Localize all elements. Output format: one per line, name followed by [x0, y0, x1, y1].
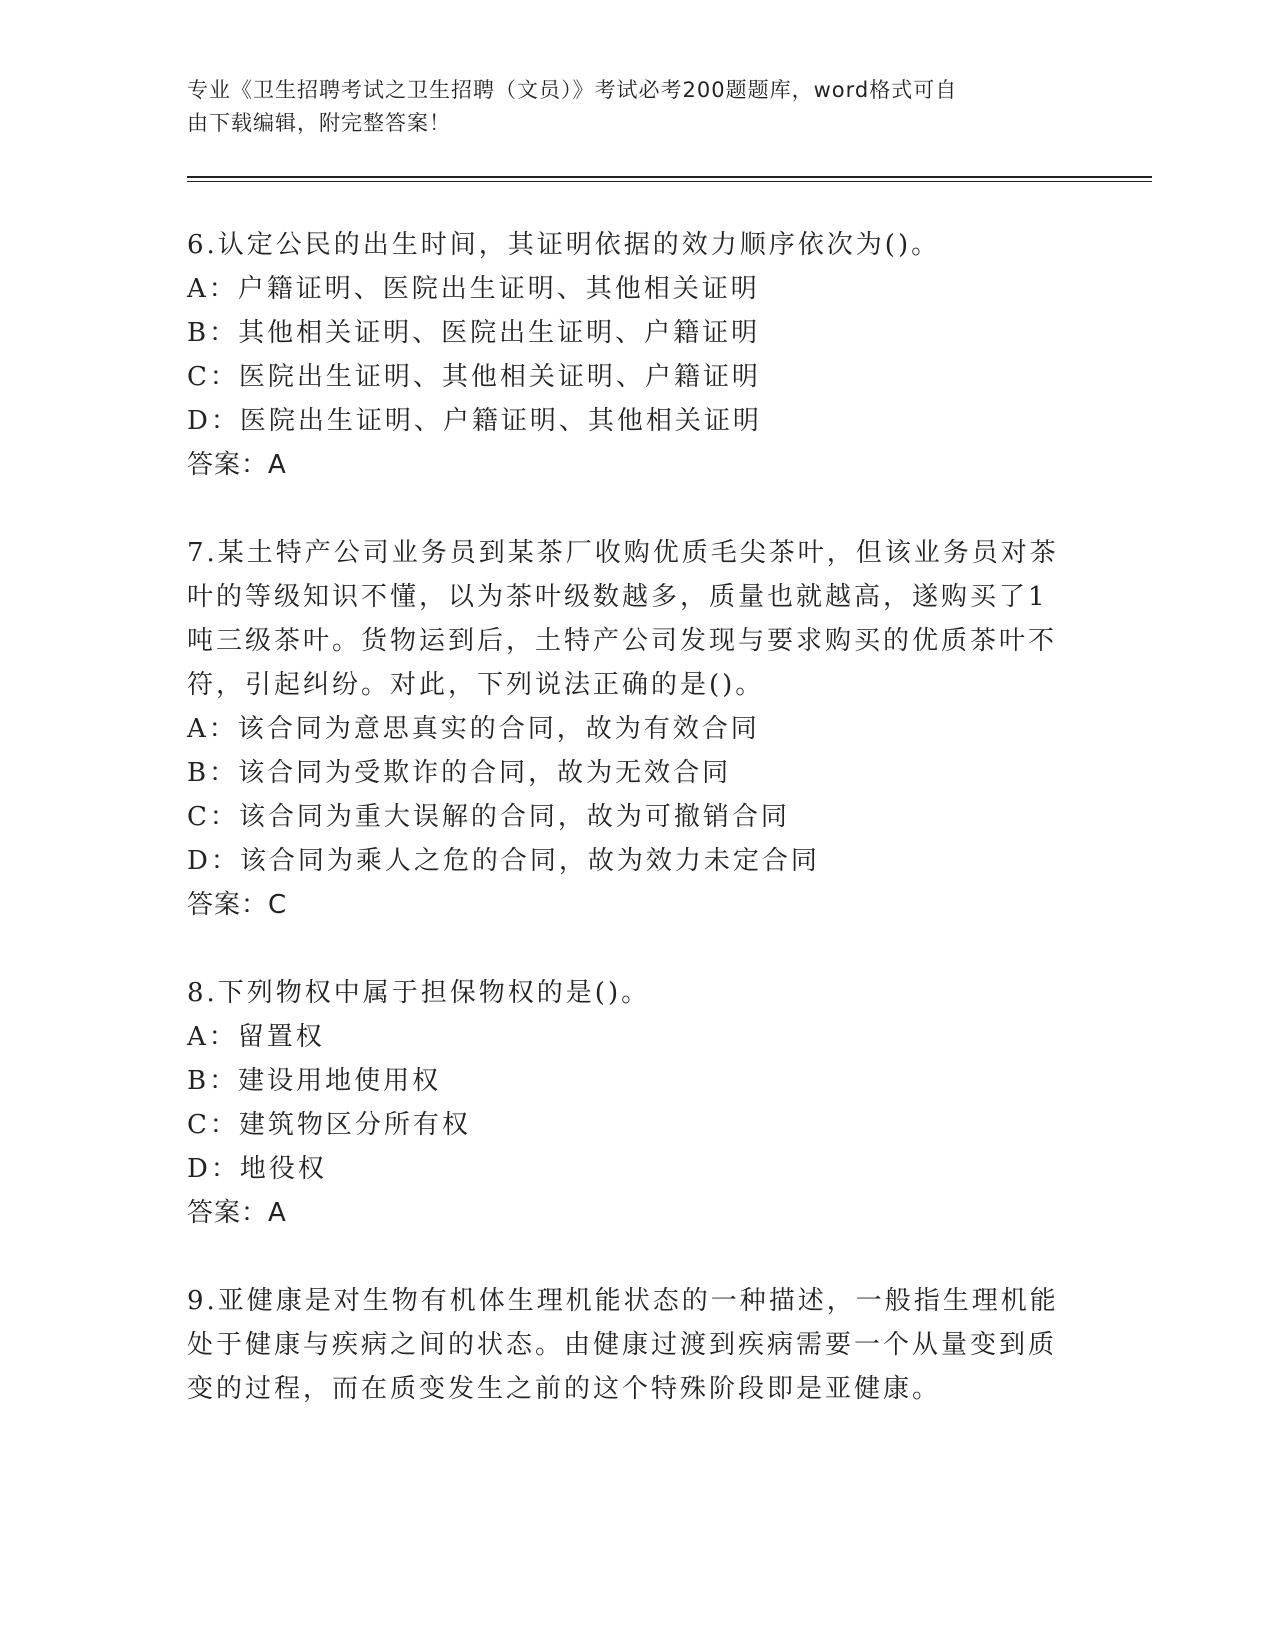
question-stem: 变的过程，而在质变发生之前的这个特殊阶段即是亚健康。: [187, 1374, 942, 1404]
header-line-2: 由下载编辑，附完整答案！: [187, 111, 451, 135]
question-stem: 吨三级茶叶。货物运到后，土特产公司发现与要求购买的优质茶叶不: [187, 626, 1058, 656]
answer: 答案：A: [187, 450, 287, 480]
question-stem: 8.下列物权中属于担保物权的是()。: [187, 978, 651, 1008]
header-rule-thick: [187, 176, 1152, 178]
question-stem: 6.认定公民的出生时间，其证明依据的效力顺序依次为()。: [187, 230, 941, 260]
answer: 答案：C: [187, 890, 288, 920]
option-c: C：该合同为重大误解的合同，故为可撤销合同: [187, 802, 790, 832]
question-stem: 9.亚健康是对生物有机体生理机能状态的一种描述，一般指生理机能: [187, 1286, 1059, 1316]
option-c: C：医院出生证明、其他相关证明、户籍证明: [187, 362, 761, 392]
question-stem: 符，引起纠纷。对此，下列说法正确的是()。: [187, 670, 765, 700]
option-a: A：留置权: [187, 1022, 325, 1052]
option-b: B：建设用地使用权: [187, 1066, 442, 1096]
question-stem: 处于健康与疾病之间的状态。由健康过渡到疾病需要一个从量变到质: [187, 1330, 1058, 1360]
option-d: D：该合同为乘人之危的合同，故为效力未定合同: [187, 846, 820, 876]
option-a: A：该合同为意思真实的合同，故为有效合同: [187, 714, 760, 744]
option-c: C：建筑物区分所有权: [187, 1110, 471, 1140]
header-line-1: 专业《卫生招聘考试之卫生招聘（文员）》考试必考200题题库，word格式可自: [187, 78, 958, 102]
option-b: B：该合同为受欺诈的合同，故为无效合同: [187, 758, 732, 788]
question-stem: 7.某土特产公司业务员到某茶厂收购优质毛尖茶叶，但该业务员对茶: [187, 538, 1059, 568]
document-header: [187, 74, 1067, 140]
option-d: D：地役权: [187, 1154, 327, 1184]
option-d: D：医院出生证明、户籍证明、其他相关证明: [187, 406, 762, 436]
option-a: A：户籍证明、医院出生证明、其他相关证明: [187, 274, 760, 304]
question-stem: 叶的等级知识不懂，以为茶叶级数越多，质量也就越高，遂购买了1: [187, 582, 1048, 612]
option-b: B：其他相关证明、医院出生证明、户籍证明: [187, 318, 761, 348]
answer: 答案：A: [187, 1198, 287, 1228]
header-rule-thin: [187, 181, 1152, 182]
